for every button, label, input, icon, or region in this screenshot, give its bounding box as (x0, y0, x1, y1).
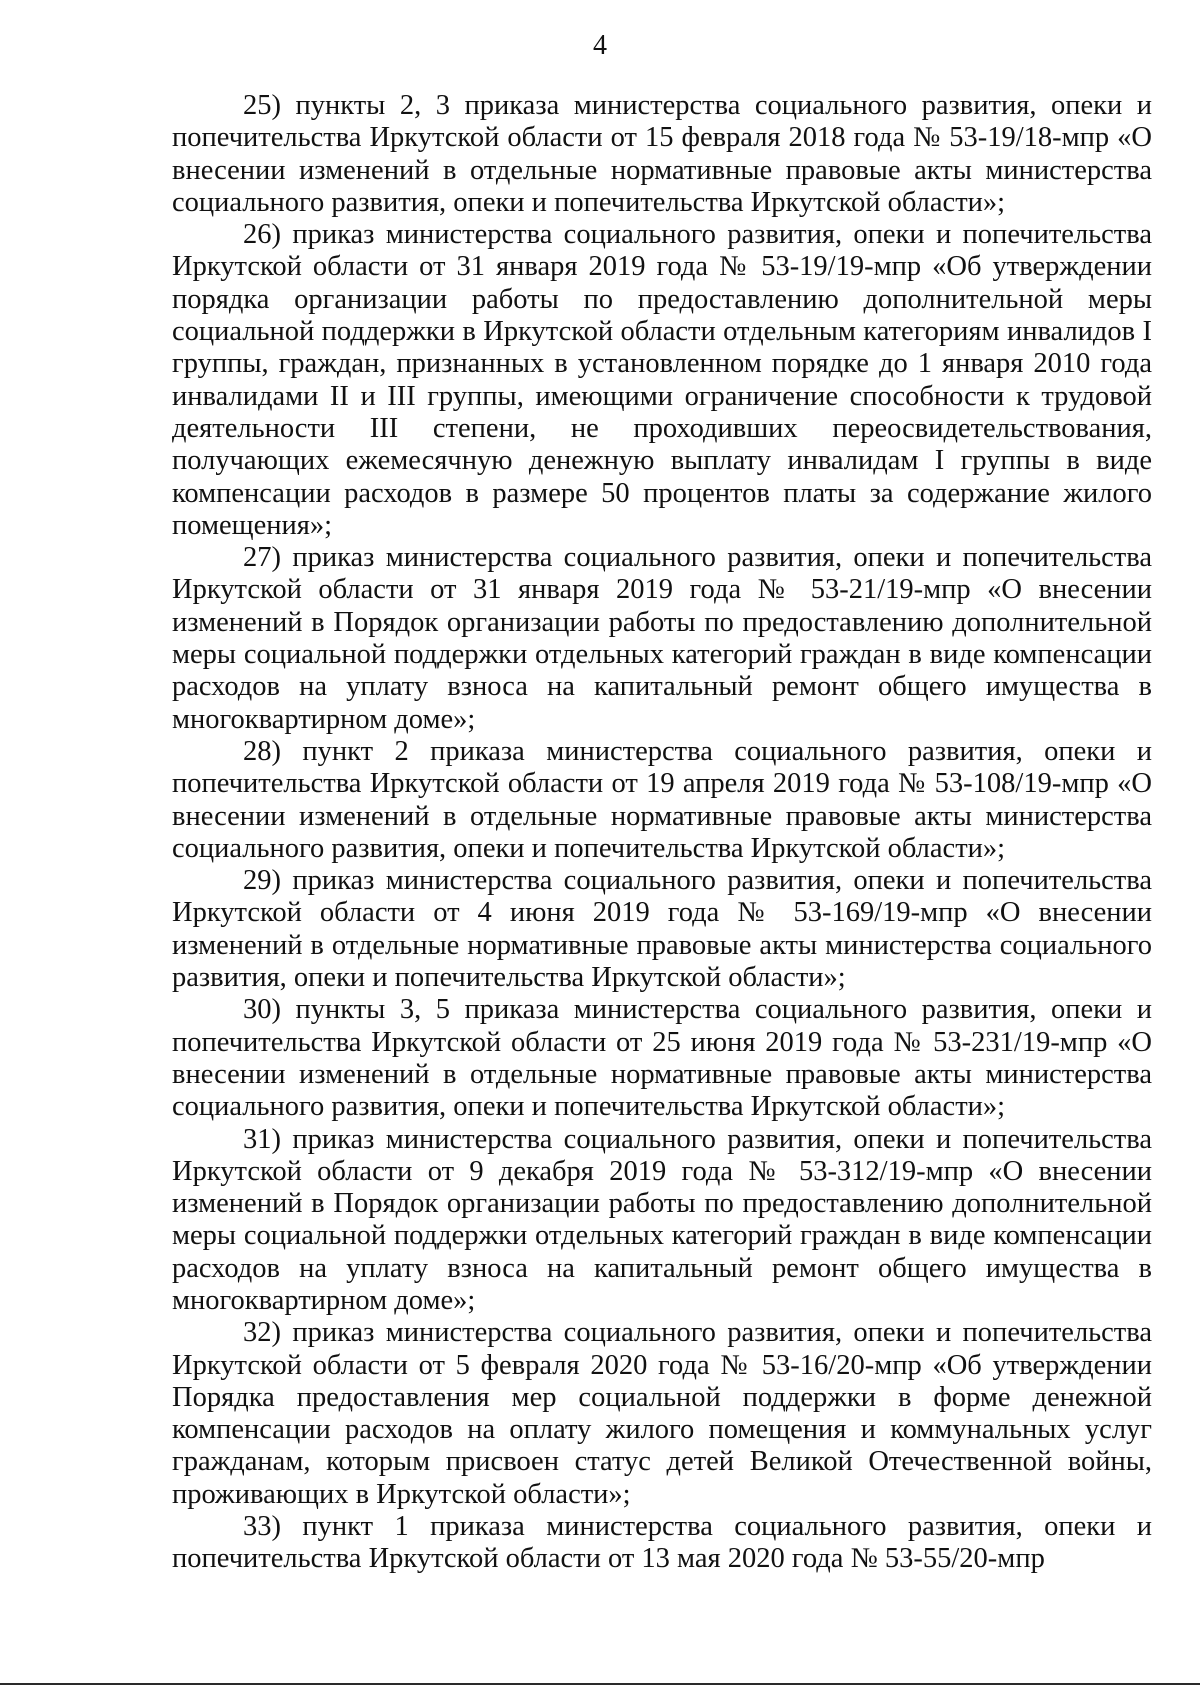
list-item-31: 31) приказ министерства социального развития, опеки и попечительства Иркутской области от 9 декабря 2019 года № 53-312/19-мпр «О внесении изменений в Порядок организации работы по предоставлению дополнительной меры социальной поддержки отдельных категорий граждан в виде компенсации расходов на уплату взноса на капитальный ремонт общего имущества в многоквартирном доме»; (172, 1123, 1152, 1316)
list-item-25: 25) пункты 2, 3 приказа министерства социального развития, опеки и попечительства Иркутской области от 15 февраля 2018 года № 53-19/18-мпр «О внесении изменений в отдельные нормативные правовые акты министерства социального развития, опеки и попечительства Иркутской области»; (172, 90, 1152, 218)
list-item-27: 27) приказ министерства социального развития, опеки и попечительства Иркутской области от 31 января 2019 года № 53-21/19-мпр «О внесении изменений в Порядок организации работы по предоставлению дополнительной меры социальной поддержки отдельных категорий граждан в виде компенсации расходов на уплату взноса на капитальный ремонт общего имущества в многоквартирном доме»; (172, 542, 1152, 735)
list-item-32: 32) приказ министерства социального развития, опеки и попечительства Иркутской области от 5 февраля 2020 года № 53-16/20-мпр «Об утверждении Порядка предоставления мер социальной поддержки в форме денежной компенсации расходов на оплату жилого помещения и коммунальных услуг гражданам, которым присвоен статус детей Великой Отечественной войны, проживающих в Иркутской области»; (172, 1317, 1152, 1510)
list-item-26: 26) приказ министерства социального развития, опеки и попечительства Иркутской области от 31 января 2019 года № 53-19/19-мпр «Об утверждении порядка организации работы по предоставлению дополнительной меры социальной поддержки в Иркутской области отдельным категориям инвалидов I группы, граждан, признанных в установленном порядке до 1 января 2010 года инвалидами II и III группы, имеющими ограничение способности к трудовой деятельности III степени, не проходивших переосвидетельствования, получающих ежемесячную денежную выплату инвалидам I группы в виде компенсации расходов в размере 50 процентов платы за содержание жилого помещения»; (172, 219, 1152, 541)
page-number: 4 (593, 30, 607, 61)
list-item-28: 28) пункт 2 приказа министерства социального развития, опеки и попечительства Иркутской области от 19 апреля 2019 года № 53-108/19-мпр «О внесении изменений в отдельные нормативные правовые акты министерства социального развития, опеки и попечительства Иркутской области»; (172, 735, 1152, 864)
list-item-30: 30) пункты 3, 5 приказа министерства социального развития, опеки и попечительства Иркутской области от 25 июня 2019 года № 53-231/19-мпр «О внесении изменений в отдельные нормативные правовые акты министерства социального развития, опеки и попечительства Иркутской области»; (172, 994, 1152, 1123)
list-item-29: 29) приказ министерства социального развития, опеки и попечительства Иркутской области от 4 июня 2019 года № 53-169/19-мпр «О внесении изменений в отдельные нормативные правовые акты министерства социального развития, опеки и попечительства Иркутской области»; (172, 865, 1152, 994)
list-item-33: 33) пункт 1 приказа министерства социального развития, опеки и попечительства Иркутской области от 13 мая 2020 года № 53-55/20-мпр (172, 1511, 1152, 1575)
bottom-rule (0, 1683, 1200, 1685)
document-body (172, 90, 1152, 1576)
